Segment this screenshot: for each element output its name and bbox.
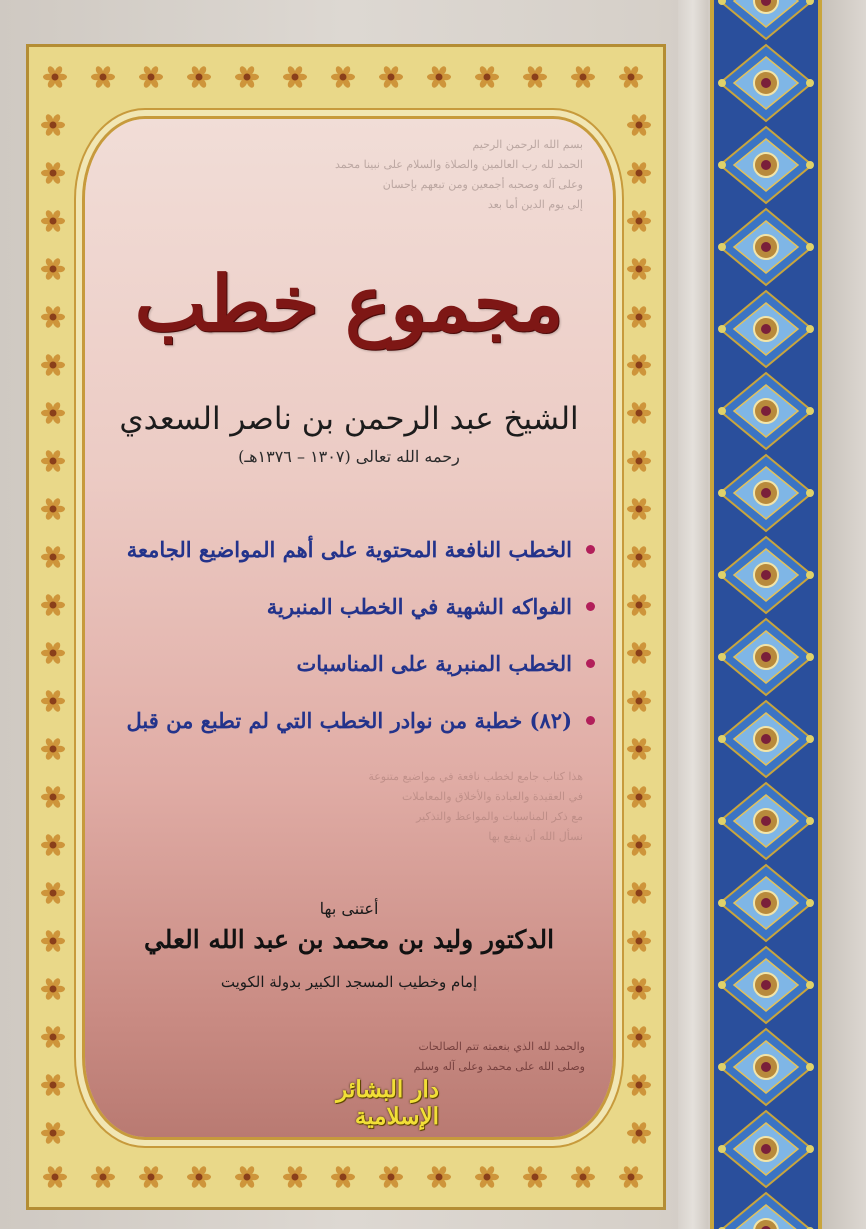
strip-dot xyxy=(718,571,726,579)
rosette-center xyxy=(628,74,635,81)
rosette-center xyxy=(636,938,643,945)
rosette-center xyxy=(50,890,57,897)
rosette-center xyxy=(50,458,57,465)
editor-role: إمام وخطيب المسجد الكبير بدولة الكويت xyxy=(220,973,478,991)
rosette-center xyxy=(50,746,57,753)
strip-dot xyxy=(806,407,814,415)
rosette-center xyxy=(636,986,643,993)
rosette-center xyxy=(636,506,643,513)
rosette-center xyxy=(50,650,57,657)
rosette-center xyxy=(484,1174,491,1181)
rosette-center xyxy=(636,1130,643,1137)
subtitle-item xyxy=(95,578,595,635)
rosette-center xyxy=(52,1174,59,1181)
editor-name: الدكتور وليد بن محمد بن عبد الله العلي xyxy=(143,925,555,954)
strip-dot xyxy=(718,981,726,989)
rosette-center xyxy=(636,554,643,561)
rosette-center xyxy=(50,314,57,321)
author-dates: رحمه الله تعالى (١٣٠٧ – ١٣٧٦هـ) xyxy=(238,447,460,466)
rosette-center xyxy=(196,74,203,81)
author-name: الشيخ عبد الرحمن بن ناصر السعدي xyxy=(119,401,579,437)
rosette-center xyxy=(50,506,57,513)
strip-medallion-center xyxy=(761,1062,771,1072)
rosette-center xyxy=(50,698,57,705)
strip-dot xyxy=(806,1145,814,1153)
strip-medallion-center xyxy=(761,734,771,744)
title-panel xyxy=(85,119,613,1137)
strip-medallion-center xyxy=(761,898,771,908)
strip-dot xyxy=(718,79,726,87)
rosette-center xyxy=(636,266,643,273)
rosette-center xyxy=(196,1174,203,1181)
decorative-frame xyxy=(26,44,666,1210)
strip-dot xyxy=(718,325,726,333)
rosette-center xyxy=(50,986,57,993)
rosette-center xyxy=(636,1034,643,1041)
rosette-center xyxy=(292,74,299,81)
rosette-center xyxy=(436,74,443,81)
strip-dot xyxy=(718,1145,726,1153)
subtitle-list xyxy=(95,521,595,749)
rosette-center xyxy=(148,1174,155,1181)
faint-introduction-text: بسم الله الرحمن الرحيم الحمد لله رب العالمين والصلاة والسلام على نبينا محمد وعلى آله وصحبه أجمعين ومن تبعهم بإحسان إلى يوم الدين أما بعد xyxy=(334,138,583,211)
rosette-center xyxy=(50,554,57,561)
rosette-center xyxy=(636,794,643,801)
strip-medallion-center xyxy=(761,406,771,416)
strip-medallion-center xyxy=(761,1144,771,1154)
rosette-center xyxy=(50,1034,57,1041)
cover-edge xyxy=(822,0,866,1229)
rosette-center xyxy=(244,1174,251,1181)
strip-dot xyxy=(718,899,726,907)
subtitle-text: الخطب المنبرية على المناسبات xyxy=(296,650,572,676)
decorative-side-strip xyxy=(710,0,822,1229)
strip-medallion-center xyxy=(761,242,771,252)
subtitle-item xyxy=(95,692,595,749)
rosette-center xyxy=(50,410,57,417)
rosette-center xyxy=(50,218,57,225)
strip-dot xyxy=(806,899,814,907)
strip-medallion-center xyxy=(761,78,771,88)
rosette-center xyxy=(50,938,57,945)
rosette-center xyxy=(636,410,643,417)
bullet-dot-icon xyxy=(586,716,595,725)
strip-dot xyxy=(806,79,814,87)
rosette-center xyxy=(50,1130,57,1137)
strip-dot xyxy=(718,161,726,169)
rosette-center xyxy=(636,698,643,705)
strip-dot xyxy=(806,735,814,743)
rosette-center xyxy=(636,602,643,609)
rosette-center xyxy=(484,74,491,81)
strip-dot xyxy=(806,489,814,497)
subtitle-text: الخطب النافعة المحتوية على أهم المواضيع الجامعة xyxy=(126,536,572,562)
edited-by-label: أعتنى بها xyxy=(319,899,379,918)
strip-dot xyxy=(806,325,814,333)
rosette-center xyxy=(50,122,57,129)
rosette-center xyxy=(50,794,57,801)
strip-dot xyxy=(718,407,726,415)
rosette-center xyxy=(100,1174,107,1181)
strip-dot xyxy=(806,1063,814,1071)
strip-dot xyxy=(718,243,726,251)
rosette-center xyxy=(636,122,643,129)
rosette-center xyxy=(636,1082,643,1089)
rosette-center xyxy=(244,74,251,81)
strip-medallion-center xyxy=(761,324,771,334)
strip-dot xyxy=(718,817,726,825)
rosette-center xyxy=(636,842,643,849)
rosette-center xyxy=(580,74,587,81)
rosette-center xyxy=(50,170,57,177)
rosette-center xyxy=(636,890,643,897)
strip-medallion-center xyxy=(761,488,771,498)
rosette-center xyxy=(292,1174,299,1181)
rosette-center xyxy=(636,458,643,465)
subtitle-text: الفواكه الشهية في الخطب المنبرية xyxy=(266,593,572,619)
cover-margin xyxy=(678,0,708,1229)
rosette-center xyxy=(532,74,539,81)
rosette-center xyxy=(628,1174,635,1181)
rosette-center xyxy=(636,218,643,225)
strip-dot xyxy=(806,243,814,251)
strip-dot xyxy=(806,571,814,579)
rosette-center xyxy=(532,1174,539,1181)
bullet-dot-icon xyxy=(586,545,595,554)
strip-medallion-center xyxy=(761,652,771,662)
rosette-center xyxy=(148,74,155,81)
rosette-center xyxy=(436,1174,443,1181)
strip-dot xyxy=(806,161,814,169)
rosette-center xyxy=(100,74,107,81)
strip-dot xyxy=(718,489,726,497)
book-title: مجموع خطب xyxy=(134,259,564,348)
rosette-center xyxy=(52,74,59,81)
strip-medallion-center xyxy=(761,980,771,990)
strip-dot xyxy=(718,653,726,661)
rosette-center xyxy=(388,1174,395,1181)
strip-dot xyxy=(806,653,814,661)
rosette-center xyxy=(50,1082,57,1089)
strip-dot xyxy=(718,1063,726,1071)
subtitle-item xyxy=(95,635,595,692)
rosette-center xyxy=(580,1174,587,1181)
strip-medallion-center xyxy=(761,570,771,580)
rosette-center xyxy=(50,602,57,609)
rosette-center xyxy=(636,746,643,753)
subtitle-text: (٨٢) خطبة من نوادر الخطب التي لم تطبع من قبل xyxy=(126,707,572,733)
strip-dot xyxy=(806,981,814,989)
bullet-dot-icon xyxy=(586,602,595,611)
subtitle-item xyxy=(95,521,595,578)
rosette-center xyxy=(50,842,57,849)
rosette-center xyxy=(388,74,395,81)
strip-dot xyxy=(806,817,814,825)
strip-medallion-center xyxy=(761,160,771,170)
faint-signature-text: والحمد لله الذي بنعمته تتم الصالحات وصلى الله على محمد وعلى آله وسلم xyxy=(413,1040,585,1073)
rosette-center xyxy=(636,650,643,657)
rosette-center xyxy=(340,1174,347,1181)
publisher-name: دار البشائر الإسلامية xyxy=(336,1076,439,1130)
rosette-center xyxy=(50,266,57,273)
strip-dot xyxy=(718,735,726,743)
geometric-strip-ornament xyxy=(714,0,818,1229)
rosette-center xyxy=(636,314,643,321)
rosette-center xyxy=(340,74,347,81)
rosette-center xyxy=(636,362,643,369)
faint-description-text: هذا كتاب جامع لخطب نافعة في مواضيع متنوعة في العقيدة والعبادة والأخلاق والمعاملات مع ذكر المناسبات والمواعظ والتذكير نسأل الله أن ينفع بها xyxy=(368,770,583,843)
bullet-dot-icon xyxy=(586,659,595,668)
rosette-center xyxy=(50,362,57,369)
strip-medallion-center xyxy=(761,816,771,826)
rosette-center xyxy=(636,170,643,177)
